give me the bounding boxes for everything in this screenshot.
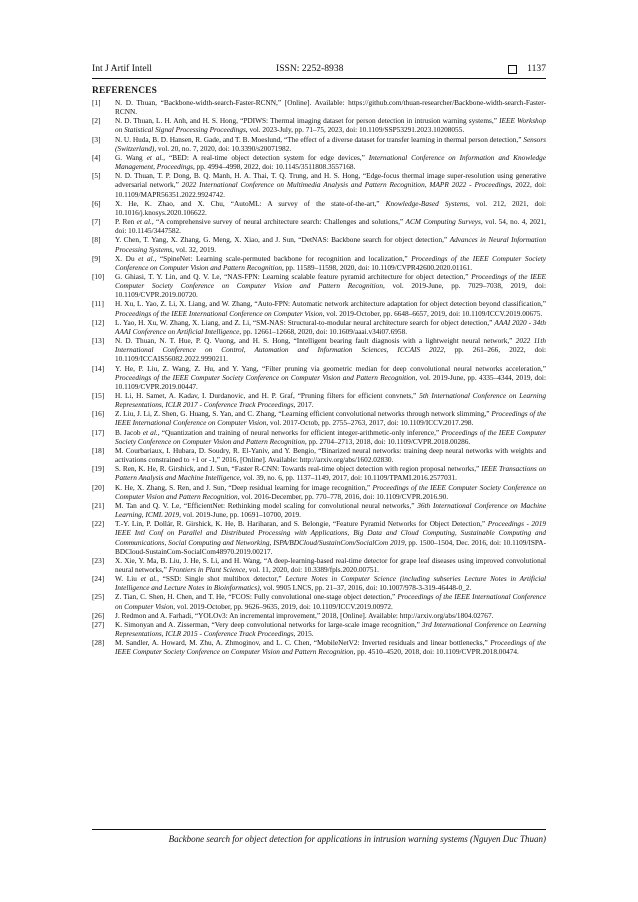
reference-segment: Z. Liu, J. Li, Z. Shen, G. Huang, S. Yan, and C. Zhang, “Learning efficient convolutional networks through network slimming,” (115, 409, 492, 419)
reference-segment: , vol. 54, no. 4, 2021, doi: 10.1145/3447582. (115, 217, 546, 236)
reference-venue: Proceedings of the IEEE International Conference on Computer Vision (115, 409, 546, 428)
reference-venue: Proceedings of the IEEE Computer Society Conference on Computer Vision and Pattern Recognition (115, 482, 546, 501)
reference-text (115, 611, 546, 620)
reference-segment: , “Quantization and training of neural networks for efficient integer-arithmetic-only inference,” (157, 427, 442, 437)
reference-text (115, 409, 546, 427)
reference-number: [25] (92, 592, 105, 602)
reference-segment: , pp. 12661–12668, 2020, doi: 10.1609/aaai.v34i07.6958. (239, 326, 408, 336)
reference-number: [18] (92, 445, 105, 455)
reference-segment: G. Wang (115, 152, 147, 162)
reference-segment: , vol. 39, no. 6, pp. 1137–1149, 2017, doi: 10.1109/TPAMI.2016.2577031. (239, 473, 457, 483)
reference-number: [28] (92, 638, 105, 648)
reference-text (115, 592, 546, 610)
reference-text (115, 391, 546, 409)
reference-item (92, 272, 546, 299)
reference-text (115, 299, 546, 317)
reference-number: [22] (92, 519, 105, 529)
reference-item (92, 318, 546, 336)
reference-item (92, 153, 546, 171)
reference-segment: , 2022, doi: 10.1109/MAPR56351.2022.9924742. (115, 180, 546, 199)
section-title: REFERENCES (92, 86, 158, 96)
reference-number: [3] (92, 134, 101, 144)
reference-venue: 3rd International Conference on Learning Representations, ICLR 2015 - Conference Track Proceedings (115, 619, 546, 639)
reference-venue: et al. (142, 427, 158, 437)
reference-item (92, 116, 546, 134)
reference-segment: S. Ren, K. He, R. Girshick, and J. Sun, “Faster R-CNN: Towards real-time object detection with region proposal networks,” (115, 464, 482, 474)
reference-text (115, 364, 546, 391)
reference-venue: Sensors (Switzerland) (115, 134, 546, 153)
reference-venue: International Conference on Information and Knowledge Management, Proceedings (115, 152, 547, 172)
reference-item (92, 620, 546, 638)
reference-venue: IEEE Transactions on Pattern Analysis and Machine Intelligence (115, 464, 546, 483)
reference-number: [14] (92, 363, 105, 373)
reference-text (115, 483, 546, 501)
reference-number: [15] (92, 391, 105, 400)
reference-segment: Y. Chen, T. Yang, X. Zhang, G. Meng, X. Xiao, and J. Sun, “DetNAS: Backbone search for object detection,” (115, 235, 450, 245)
reference-segment: J. Redmon and A. Farhadi, “YOLOv3: An incremental improvement,” 2018, [Online]. Available: http://arxiv.org/abs/1804.02767. (115, 610, 494, 620)
reference-text (115, 574, 546, 592)
reference-item (92, 409, 546, 427)
reference-venue: et al. (146, 152, 164, 162)
reference-segment: L. Yao, H. Xu, W. Zhang, X. Liang, and Z. Li, “SM-NAS: Structural-to-modular neural architecture search for object detection,” (115, 317, 495, 327)
reference-text (115, 199, 546, 217)
reference-segment: , pp. 4994–4998, 2022, doi: 10.1145/3511808.3557168. (192, 162, 356, 172)
reference-number: [26] (92, 610, 105, 620)
reference-text (115, 556, 546, 574)
reference-segment: , 2017. (293, 400, 314, 410)
reference-text (115, 135, 546, 153)
reference-item (92, 199, 546, 217)
reference-item (92, 519, 546, 556)
reference-segment: , vol. 2019-October, pp. 6648–6657, 2019, doi: 10.1109/ICCV.2019.00675. (322, 308, 543, 318)
reference-segment: , vol. 2019-October, pp. 9626–9635, 2019, doi: 10.1109/ICCV.2019.00972. (173, 601, 393, 611)
reference-segment: , pp. 1500–1504, Dec. 2016, doi: 10.1109/ISPA-BDCloud-SustainCom-SocialCom48970.2019.00217. (115, 537, 546, 556)
reference-item (92, 299, 546, 317)
reference-item (92, 501, 546, 519)
reference-item (92, 98, 546, 116)
reference-segment: , “A comprehensive survey of neural architecture search: Challenges and solutions,” (151, 217, 406, 227)
reference-segment: , vol. 11, 2020, doi: 10.3389/fpls.2020.00751. (245, 564, 379, 574)
reference-item (92, 171, 546, 198)
reference-number: [20] (92, 482, 105, 492)
reference-number: [21] (92, 500, 105, 510)
reference-number: [10] (92, 271, 105, 281)
reference-segment: , “SpineNet: Learning scale-permuted backbone for recognition and localization,” (154, 253, 412, 263)
reference-venue: IEEE Workshop on Statistical Signal Processing Proceedings (115, 116, 546, 135)
reference-segment: , pp. 261–266, 2022, doi: 10.1109/ICCAIS56082.2022.9990211. (115, 345, 547, 364)
reference-item (92, 217, 546, 235)
reference-segment: M. Tan and Q. V. Le, “EfficientNet: Rethinking model scaling for convolutional neural networks,” (115, 500, 418, 510)
reference-number: [11] (92, 299, 104, 309)
reference-venue: 2022 International Conference on Multimedia Analysis and Pattern Recognition, MAPR 2022 - Proceedings (181, 180, 511, 190)
reference-venue: et al. (140, 574, 158, 584)
reference-segment: , “BED: A real-time object detection system for edge devices,” (163, 152, 369, 162)
reference-segment: G. Ghiasi, T. Y. Lin, and Q. V. Le, “NAS-FPN: Learning scalable feature pyramid architecture for object detection,” (115, 271, 472, 281)
reference-item (92, 638, 546, 656)
reference-venue: Proceedings of the IEEE International Conference on Computer Vision (115, 592, 546, 611)
reference-segment: , vol. 2019-June, pp. 7029–7038, 2019, doi: 10.1109/CVPR.2019.00720. (115, 281, 546, 300)
reference-number: [17] (92, 427, 105, 437)
reference-number: [2] (92, 116, 101, 126)
reference-venue: et al. (138, 253, 155, 263)
reference-segment: , vol. 2019-June, pp. 10691–10700, 2019. (179, 510, 301, 520)
page-header (92, 62, 546, 76)
reference-venue: Proceedings of the IEEE International Conference on Computer Vision (115, 308, 323, 318)
reference-number: [24] (92, 574, 105, 584)
reference-number: [27] (92, 619, 105, 629)
reference-item (92, 135, 546, 153)
reference-segment: T.-Y. Lin, P. Dollár, R. Girshick, K. He, B. Hariharan, and S. Belongie, “Feature Pyramid Networks for Object Detection,” (115, 519, 488, 529)
reference-text (115, 428, 546, 446)
issn: ISSN: 2252-8938 (276, 63, 344, 74)
page-number-group (508, 62, 546, 76)
reference-number: [16] (92, 409, 105, 419)
reference-text (115, 446, 546, 464)
journal-name: Int J Artif Intell (92, 63, 152, 74)
reference-venue: Proceedings of the IEEE Computer Society Conference on Computer Vision and Pattern Recognition (115, 427, 546, 446)
reference-venue: Lecture Notes in Computer Science (including subseries Lecture Notes in Artificial Intelligence and Lecture Notes in Bioinformatics) (115, 574, 547, 593)
reference-text (115, 519, 546, 556)
reference-venue: Knowledge-Based Systems (385, 198, 468, 208)
reference-number: [1] (92, 98, 101, 107)
reference-venue: 36th International Conference on Machine Learning, ICML 2019 (115, 500, 546, 520)
reference-segment: N. D. Thuan, “Backbone-width-search-Faster-RCNN,” [Online]. Available: https://github.com/thuan-researcher/Backbone-width-search-Faster-RCNN. (115, 98, 546, 117)
reference-text (115, 318, 546, 336)
reference-segment: N. D. Thuan, N. T. Hue, P. Q. Vuong, and H. S. Hong, “Intelligent bearing fault diagnosis with a lightweight neural network,” (115, 336, 516, 346)
reference-text (115, 153, 546, 171)
reference-venue: ACM Computing Surveys (405, 217, 481, 227)
reference-item (92, 391, 546, 409)
reference-item (92, 254, 546, 272)
reference-segment: X. He, K. Zhao, and X. Chu, “AutoML: A survey of the state-of-the-art,” (115, 198, 386, 208)
reference-segment: X. Du (115, 253, 139, 263)
reference-segment: , “SSD: Single shot multibox detector,” (157, 574, 286, 584)
reference-segment: , pp. 4510–4520, 2018, doi: 10.1109/CVPR.2018.00474. (353, 647, 519, 657)
reference-segment: W. Liu (115, 574, 141, 584)
reference-venue: 5th International Conference on Learning Representations, ICLR 2017 - Conference Track Proceedings (115, 391, 546, 410)
reference-text (115, 464, 546, 482)
reference-segment: , pp. 2704–2713, 2018, doi: 10.1109/CVPR.2018.00286. (304, 436, 471, 446)
reference-venue: Proceedings of the IEEE Computer Society Conference on Computer Vision and Pattern Recognition (115, 372, 416, 382)
reference-segment: , vol. 2023-July, pp. 71–75, 2023, doi: 10.1109/SSP53291.2023.10208055. (245, 125, 465, 135)
reference-text (115, 235, 546, 253)
reference-number: [19] (92, 464, 105, 474)
reference-number: [8] (92, 235, 101, 245)
reference-segment: K. He, X. Zhang, S. Ren, and J. Sun, “Deep residual learning for image recognition,” (115, 482, 373, 492)
reference-segment: , 2015. (293, 629, 314, 639)
reference-text (115, 254, 546, 272)
reference-number: [9] (92, 253, 101, 263)
reference-segment: , pp. 11589–11598, 2020, doi: 10.1109/CVPR42600.2020.01161. (282, 262, 473, 272)
reference-text (115, 620, 546, 638)
reference-item (92, 235, 546, 253)
reference-number: [23] (92, 555, 105, 565)
reference-segment: H. Li, H. Samet, A. Kadav, I. Durdanovic, and H. P. Graf, “Pruning filters for efficient convnets,” (115, 391, 420, 400)
reference-number: [5] (92, 171, 101, 181)
reference-segment: M. Courbariaux, I. Hubara, D. Soudry, R. El-Yaniv, and Y. Bengio, “Binarized neural networks: training deep neural networks with weights and activations constrained to +1 or -1,” 2016, [Online]. Available: http://arxiv.org/abs/1602.02830. (115, 445, 546, 465)
reference-segment: K. Simonyan and A. Zisserman, “Very deep convolutional networks for large-scale image recognition,” (115, 619, 422, 629)
reference-number: [13] (92, 336, 105, 346)
reference-number: [12] (92, 317, 105, 327)
reference-item (92, 364, 546, 391)
reference-item (92, 556, 546, 574)
reference-item (92, 336, 546, 363)
reference-number: [6] (92, 198, 101, 208)
reference-segment: Z. Tian, C. Shen, H. Chen, and T. He, “FCOS: Fully convolutional one-stage object detection,” (115, 592, 398, 602)
reference-segment: H. Xu, L. Yao, Z. Li, X. Liang, and W. Zhang, “Auto-FPN: Automatic network architecture adaptation for object detection beyond classification,” (115, 299, 546, 309)
reference-venue: Proceedings of the IEEE Computer Society Conference on Computer Vision and Pattern Recognition (115, 638, 546, 657)
reference-segment: , vol. 2016-December, pp. 770–778, 2016, doi: 10.1109/CVPR.2016.90. (237, 491, 449, 501)
reference-segment: P. Ren (115, 217, 137, 227)
reference-segment: N. U. Huda, B. D. Hansen, R. Gade, and T. B. Moeslund, “The effect of a diverse dataset for transfer learning in thermal person detection,” (115, 134, 524, 144)
page-number: 1137 (527, 63, 546, 74)
reference-venue: Proceedings of the IEEE Computer Society Conference on Computer Vision and Pattern Recognition (115, 253, 546, 272)
reference-venue: Proceedings - 2019 IEEE Intl Conf on Parallel and Distributed Processing with Applications, Big Data and Cloud Computing, Sustainable Computing and Communications, Social Computing and Networking, ISPA/BDCloud/SustainCom/SocialCom 2019 (115, 519, 547, 547)
reference-segment: , vol. 9905 LNCS, pp. 21–37, 2016, doi: 10.1007/978-3-319-46448-0_2. (259, 583, 472, 593)
reference-text (115, 638, 546, 656)
square-icon (508, 65, 517, 74)
reference-item (92, 611, 546, 620)
reference-segment: , vol. 32, 2019. (172, 244, 217, 254)
reference-segment: B. Jacob (115, 427, 143, 437)
header-rule (92, 78, 546, 79)
reference-item (92, 464, 546, 482)
reference-item (92, 592, 546, 610)
reference-venue: et al. (136, 217, 152, 227)
reference-text (115, 272, 546, 299)
reference-segment: X. Xie, Y. Ma, B. Liu, J. He, S. Li, and H. Wang, “A deep-learning-based real-time detector for grape leaf diseases using improved convolutional neural networks,” (115, 555, 546, 574)
reference-venue: AAAI 2020 - 34th AAAI Conference on Artificial Intelligence (115, 317, 546, 336)
reference-list (92, 98, 546, 657)
reference-segment: N. D. Thuan, T. P. Dong, B. Q. Manh, H. A. Thai, T. Q. Trung, and H. S. Hong, “Edge-focus thermal image super-resolution using generative adversarial network,” (115, 171, 546, 190)
reference-venue: Frontiers in Plant Science (168, 564, 246, 574)
reference-text (115, 217, 546, 235)
reference-text (115, 98, 546, 116)
reference-segment: , vol. 2019-June, pp. 4335–4344, 2019, doi: 10.1109/CVPR.2019.00447. (115, 372, 546, 391)
reference-segment: M. Sandler, A. Howard, M. Zhu, A. Zhmoginov, and L. C. Chen, “MobileNetV2: Inverted residuals and linear bottlenecks,” (115, 638, 491, 648)
reference-venue: Proceedings of the IEEE Computer Society Conference on Computer Vision and Pattern Recognition (115, 271, 546, 291)
reference-item (92, 483, 546, 501)
reference-text (115, 336, 546, 363)
reference-text (115, 171, 546, 198)
reference-segment: , vol. 212, 2021, doi: 10.1016/j.knosys.2020.106622. (115, 198, 546, 217)
reference-segment: N. D. Thuan, L. H. Anh, and H. S. Hong, “PDIWS: Thermal imaging dataset for person detection in intrusion warning systems,” (115, 116, 500, 126)
reference-text (115, 116, 546, 134)
reference-item (92, 446, 546, 464)
footer-rule (92, 829, 546, 830)
reference-segment: Y. He, P. Liu, Z. Wang, Z. Hu, and Y. Yang, “Filter pruning via geometric median for deep convolutional neural networks acceleration,” (115, 363, 546, 373)
reference-item (92, 574, 546, 592)
reference-segment: , vol. 2017-Octob, pp. 2755–2763, 2017, doi: 10.1109/ICCV.2017.298. (266, 418, 474, 428)
reference-number: [7] (92, 217, 101, 227)
reference-venue: Advances in Neural Information Processing Systems (115, 235, 546, 254)
reference-venue: 2022 11th International Conference on Control, Automation and Information Sciences, ICCAIS 2022 (115, 336, 546, 355)
reference-text (115, 501, 546, 519)
running-footer: Backbone search for object detection for applications in intrusion warning systems (Nguyen Duc Thuan) (168, 834, 546, 844)
reference-number: [4] (92, 152, 101, 162)
reference-item (92, 428, 546, 446)
reference-segment: , vol. 20, no. 7, 2020, doi: 10.3390/s20071982. (154, 143, 292, 153)
